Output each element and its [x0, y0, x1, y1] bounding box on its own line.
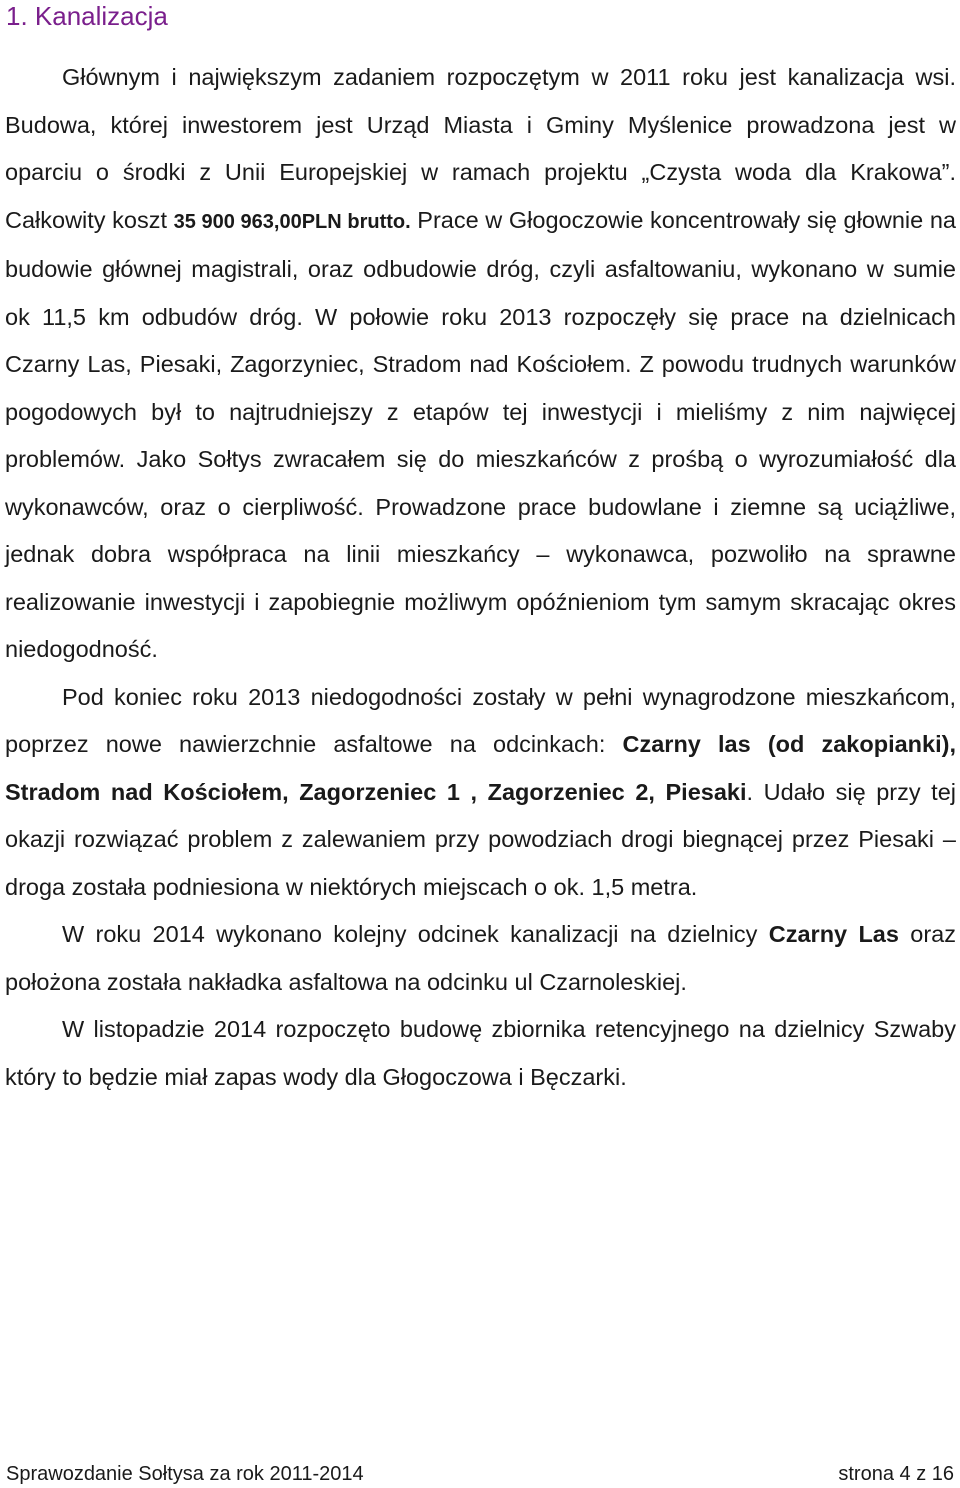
paragraph-road-surfaces: [5, 674, 956, 912]
paragraph-sewage-construction: [5, 54, 956, 674]
paragraph-text: oraz położona została nakładka asfaltowa na odcinku ul Czarnoleskiej.: [5, 921, 956, 995]
footer-document-title: Sprawozdanie Sołtysa za rok 2011-2014: [6, 1463, 364, 1485]
document-body: [5, 54, 956, 1101]
paragraph-retention-reservoir: [5, 1006, 956, 1101]
page-number: strona 4 z 16: [838, 1463, 954, 1485]
district-name: Czarny Las: [768, 921, 899, 947]
paragraph-text: W roku 2014 wykonano kolejny odcinek kanalizacji na dzielnicy: [62, 921, 769, 947]
paragraph-text: W listopadzie 2014 rozpoczęto budowę zbiornika retencyjnego na dzielnicy Szwaby który to będzie miał zapas wody dla Głogoczowa i Bęczarki.: [5, 1016, 956, 1090]
road-sections-list: Czarny las (od zakopianki), Stradom nad Kościołem, Zagorzeniec 1 , Zagorzeniec 2, Piesaki: [5, 731, 956, 805]
paragraph-text: Prace w Głogoczowie koncentrowały się głownie na budowie głównej magistrali, oraz odbudowie dróg, czyli asfaltowaniu, wykonano w sumie ok 11,5 km odbudów dróg. W połowie roku 2013 rozpoczęły się prace na dzielnicach Czarny Las, Piesaki, Zagorzyniec, Stradom nad Kościołem. Z powodu trudnych warunków pogodowych był to najtrudniejszy z etapów tej inwestycji i mieliśmy z nim najwięcej problemów. Jako Sołtys zwracałem się do mieszkańców z prośbą o wyrozumiałość dla wykonawców, oraz o cierpliwość. Prowadzone prace budowlane i ziemne są uciążliwe, jednak dobra współpraca na linii mieszkańcy – wykonawca, pozwoliło na sprawne realizowanie inwestycji i zapobiegnie możliwym opóźnieniom tym samym skracając okres niedogodność.: [5, 206, 956, 662]
section-heading: 1. Kanalizacja: [6, 1, 168, 31]
total-cost: 35 900 963,00PLN brutto.: [173, 210, 411, 233]
paragraph-text: Głównym i największym zadaniem rozpoczętym w 2011 roku jest kanalizacja wsi. Budowa, której inwestorem jest Urząd Miasta i Gminy Myślenice prowadzona jest w oparciu o środki z Unii Europejskiej w ramach projektu „Czysta woda dla Krakowa”. Całkowity koszt: [5, 64, 956, 233]
paragraph-text: . Udało się przy tej okazji rozwiązać problem z zalewaniem przy powodziach drogi biegnącej przez Piesaki – droga została podniesiona w niektórych miejscach o ok. 1,5 metra.: [5, 778, 956, 900]
paragraph-2014-works: [5, 911, 956, 1006]
paragraph-text: Pod koniec roku 2013 niedogodności zostały w pełni wynagrodzone mieszkańcom, poprzez nowe nawierzchnie asfaltowe na odcinkach:: [5, 683, 956, 757]
page-footer: [6, 1461, 954, 1487]
